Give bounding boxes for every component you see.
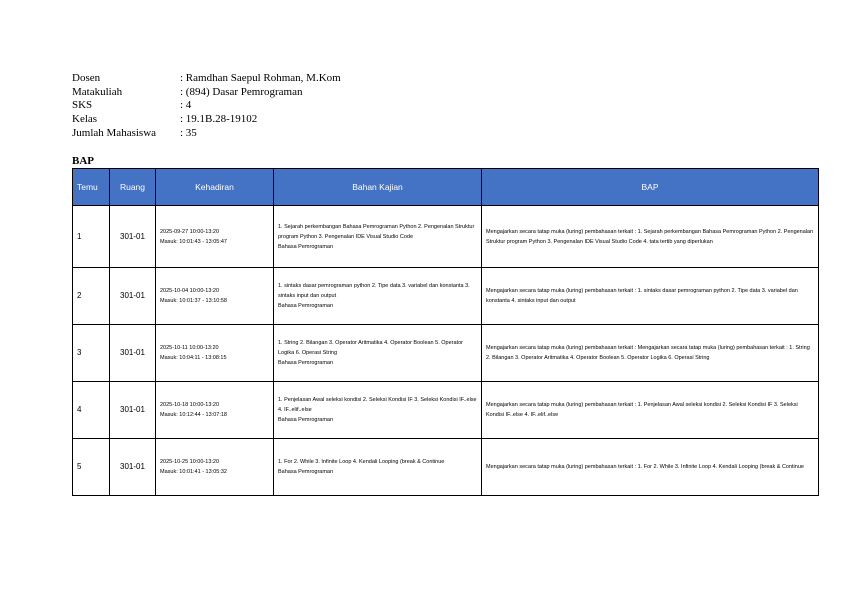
course-info: [72, 72, 341, 140]
cell-temu: 2: [73, 268, 110, 325]
bahan-topics: 1. String 2. Bilangan 3. Operator Aritmatika 4. Operator Boolean 5. Operator Logika 6. Operasi String: [278, 340, 463, 356]
header-bahan-kajian: Bahan Kajian: [274, 169, 482, 206]
cell-kehadiran: [156, 206, 274, 268]
cell-temu: 1: [73, 206, 110, 268]
bahan-subject: Bahasa Pemrograman: [278, 303, 334, 309]
bahan-topics: 1. Sejarah perkembangan Bahasa Pemrograman Python 2. Pengenalan Struktur program Python 3. Pengenalan IDE Visual Studio Code: [278, 223, 475, 240]
cell-ruang: 301-01: [110, 382, 156, 439]
info-label: Jumlah Mahasiswa: [72, 126, 157, 139]
header-ruang: Ruang: [110, 169, 156, 206]
cell-kehadiran: [156, 268, 274, 325]
cell-bap: Mengajarkan secara tatap muka (luring) pembahasan terkait : 1. Penjelasan Awal seleksi kondisi 2. Seleksi Kondisi IF 3. Seleksi Kondisi IF..else 4. IF..elif..else: [482, 382, 819, 439]
info-row-dosen: [72, 72, 341, 86]
header-kehadiran: Kehadiran: [156, 169, 274, 206]
cell-temu: 3: [73, 325, 110, 382]
cell-bahan-kajian: [274, 382, 482, 439]
bahan-subject: Bahasa Pemrograman: [278, 417, 334, 423]
info-row-jumlah-mahasiswa: [72, 127, 341, 141]
cell-temu: 5: [73, 439, 110, 496]
cell-bap: Mengajarkan secara tatap muka (luring) pembahasan terkait : Mengajarkan secara tatap muka (luring) pembahasan terkait : 1. String 2. Bilangan 3. Operator Aritmatika 4. Operator Boolean 5. Operator Logika 6. Operasi String: [482, 325, 819, 382]
info-row-sks: [72, 99, 341, 113]
kehadiran-schedule: 2025-09-27 10:00-13:20: [160, 228, 220, 235]
cell-bap: Mengajarkan secara tatap muka (luring) pembahasan terkait : 1. For 2. While 3. Infinite Loop 4. Kendali Looping (break & Continue: [482, 439, 819, 496]
info-row-kelas: [72, 113, 341, 127]
table-row: [73, 268, 819, 325]
table-header-row: [73, 169, 819, 206]
cell-ruang: 301-01: [110, 325, 156, 382]
cell-ruang: 301-01: [110, 206, 156, 268]
kehadiran-schedule: 2025-10-18 10:00-13:20: [160, 402, 220, 408]
header-temu: Temu: [73, 169, 110, 206]
cell-bahan-kajian: [274, 206, 482, 268]
kehadiran-schedule: 2025-10-04 10:00-13:20: [160, 288, 220, 294]
bap-table: [72, 168, 819, 496]
info-label: Matakuliah: [72, 85, 123, 98]
info-label: Dosen: [72, 72, 101, 84]
section-title: BAP: [72, 155, 94, 167]
bahan-topics: 1. sintaks dasar pemrograman python 2. Tipe data 3. variabel dan konstanta 3. sintaks input dan output: [278, 283, 470, 299]
bahan-subject: Bahasa Pemrograman: [278, 469, 334, 475]
bahan-subject: Bahasa Pemrograman: [278, 360, 334, 366]
cell-bap: Mengajarkan secara tatap muka (luring) pembahasan terkait : 1. Sejarah perkembangan Bahasa Pemrograman Python 2. Pengenalan Struktur program Python 3. Pengenalan IDE Visual Studio Code 4. tata tertib yang diperlukan: [482, 206, 819, 268]
kehadiran-masuk: Masuk: 10:01:37 - 13:10:58: [160, 298, 227, 304]
cell-bahan-kajian: [274, 439, 482, 496]
cell-bahan-kajian: [274, 268, 482, 325]
kehadiran-masuk: Masuk: 10:01:41 - 13:05:32: [160, 469, 227, 475]
cell-ruang: 301-01: [110, 439, 156, 496]
bahan-topics: 1. For 2. While 3. Infinite Loop 4. Kendali Looping (break & Continue: [278, 459, 445, 465]
kehadiran-schedule: 2025-10-25 10:00-13:20: [160, 459, 220, 465]
info-row-matakuliah: [72, 86, 341, 100]
info-value: : 19.1B.28-19102: [180, 113, 258, 126]
info-value: : Ramdhan Saepul Rohman, M.Kom: [180, 72, 341, 84]
table-row: [73, 439, 819, 496]
table-row: [73, 325, 819, 382]
cell-kehadiran: [156, 325, 274, 382]
table-row: [73, 206, 819, 268]
kehadiran-masuk: Masuk: 10:12:44 - 13:07:18: [160, 412, 227, 418]
cell-kehadiran: [156, 382, 274, 439]
info-label: SKS: [72, 99, 93, 112]
kehadiran-masuk: Masuk: 10:04:11 - 13:08:15: [160, 355, 227, 361]
kehadiran-schedule: 2025-10-11 10:00-13:20: [160, 345, 219, 351]
info-value: : 35: [180, 126, 197, 139]
bahan-topics: 1. Penjelasan Awal seleksi kondisi 2. Seleksi Kondisi IF 3. Seleksi Kondisi IF..else 4. IF..elif..else: [278, 397, 477, 413]
bahan-subject: Bahasa Pemrograman: [278, 243, 334, 250]
header-bap: BAP: [482, 169, 819, 206]
cell-bahan-kajian: [274, 325, 482, 382]
cell-kehadiran: [156, 439, 274, 496]
info-label: Kelas: [72, 113, 98, 126]
info-value: : (894) Dasar Pemrograman: [180, 85, 303, 98]
info-value: : 4: [180, 99, 192, 112]
table-row: [73, 382, 819, 439]
cell-bap: Mengajarkan secara tatap muka (luring) pembahasan terkait : 1. sintaks dasar pemrograman python 2. Tipe data 3. variabel dan konstanta 4. sintaks input dan output: [482, 268, 819, 325]
cell-temu: 4: [73, 382, 110, 439]
kehadiran-masuk: Masuk: 10:01:43 - 13:05:47: [160, 238, 227, 245]
cell-ruang: 301-01: [110, 268, 156, 325]
